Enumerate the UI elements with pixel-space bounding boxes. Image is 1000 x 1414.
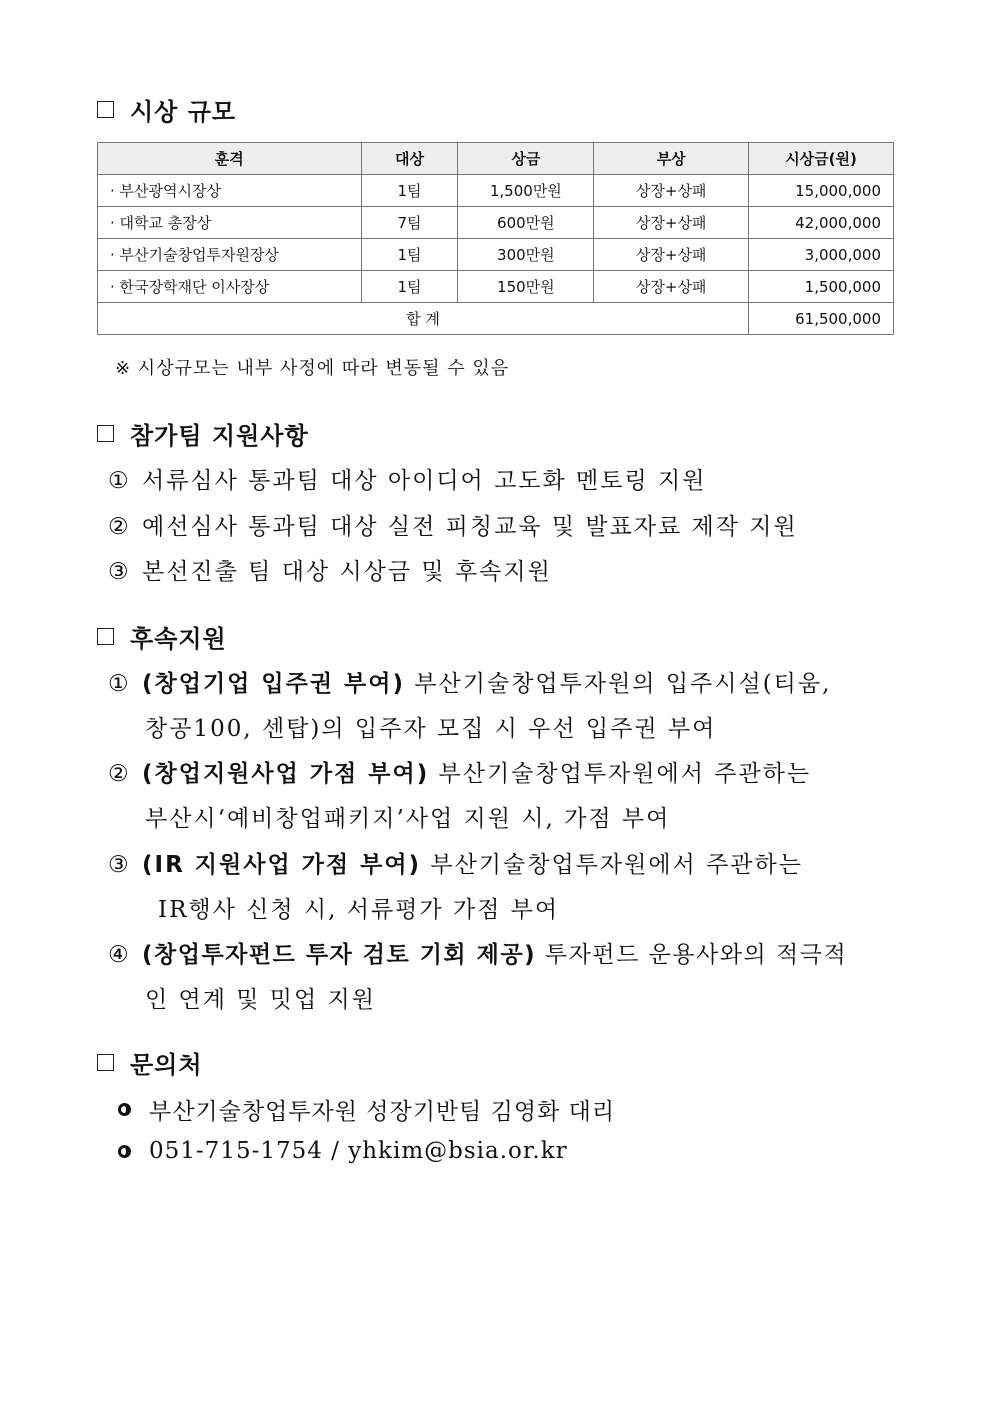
table-total-row (98, 303, 894, 335)
header-amount: 시상금(원) (749, 143, 894, 175)
cell-target: 1팀 (361, 175, 458, 207)
shadowed-circle-bullet-icon (118, 1103, 131, 1116)
contact-info-row (118, 1138, 568, 1164)
followup-item: ② (창업지원사업 가점 부여) 부산기술창업투자원에서 주관하는 (108, 761, 812, 787)
cell-target: 1팀 (361, 271, 458, 303)
contact-phone-email: 051-715-1754 / yhkim@bsia.or.kr (149, 1138, 568, 1164)
table-row (98, 239, 894, 271)
total-amount: 61,500,000 (749, 303, 894, 335)
header-extra: 부상 (594, 143, 749, 175)
cell-amount: 3,000,000 (749, 239, 894, 271)
cell-amount: 1,500,000 (749, 271, 894, 303)
cell-extra: 상장+상패 (594, 271, 749, 303)
followup-item-continued: 인 연계 및 밋업 지원 (145, 987, 376, 1013)
award-table (97, 142, 894, 335)
checkbox-square-icon (97, 101, 114, 118)
section-title-contact: 문의처 (97, 1045, 203, 1080)
cell-name: · 부산기술창업투자원장상 (98, 239, 362, 271)
followup-item-continued: IR행사 신청 시, 서류평가 가점 부여 (158, 897, 560, 923)
checkbox-square-icon (97, 1054, 114, 1071)
cell-prize: 300만원 (458, 239, 594, 271)
table-header-row (98, 143, 894, 175)
cell-amount: 42,000,000 (749, 207, 894, 239)
total-label: 합 계 (98, 303, 749, 335)
cell-extra: 상장+상패 (594, 239, 749, 271)
cell-target: 1팀 (361, 239, 458, 271)
cell-prize: 1,500만원 (458, 175, 594, 207)
header-target: 대상 (361, 143, 458, 175)
section-title-followup: 후속지원 (97, 619, 227, 654)
shadowed-circle-bullet-icon (118, 1145, 131, 1158)
cell-target: 7팀 (361, 207, 458, 239)
support-item: ① 서류심사 통과팀 대상 아이디어 고도화 멘토링 지원 (108, 468, 707, 494)
followup-item-continued: 부산시‘예비창업패키지’사업 지원 시, 가점 부여 (145, 806, 671, 832)
followup-item-continued: 창공100, 센탑)의 입주자 모집 시 우선 입주권 부여 (145, 716, 717, 742)
cell-name: · 대학교 총장상 (98, 207, 362, 239)
support-item: ③ 본선진출 팀 대상 시상금 및 후속지원 (108, 559, 552, 585)
header-prize: 상금 (458, 143, 594, 175)
cell-extra: 상장+상패 (594, 175, 749, 207)
checkbox-square-icon (97, 628, 114, 645)
cell-prize: 600만원 (458, 207, 594, 239)
contact-person: 부산기술창업투자원 성장기반팀 김영화 대리 (149, 1099, 616, 1125)
section-title-support: 참가팀 지원사항 (97, 416, 309, 451)
table-row (98, 207, 894, 239)
checkbox-square-icon (97, 425, 114, 442)
followup-item: ③ (IR 지원사업 가점 부여) 부산기술창업투자원에서 주관하는 (108, 852, 803, 878)
section-title-award: 시상 규모 (97, 92, 236, 127)
cell-name: · 한국장학재단 이사장상 (98, 271, 362, 303)
followup-item: ① (창업기업 입주권 부여) 부산기술창업투자원의 입주시설(티움, (108, 671, 832, 697)
award-note: ※ 시상규모는 내부 사정에 따라 변동될 수 있음 (115, 358, 510, 379)
cell-amount: 15,000,000 (749, 175, 894, 207)
cell-extra: 상장+상패 (594, 207, 749, 239)
contact-person-row (118, 1093, 615, 1126)
cell-prize: 150만원 (458, 271, 594, 303)
followup-item: ④ (창업투자펀드 투자 검토 기회 제공) 투자펀드 운용사와의 적극적 (108, 942, 848, 968)
cell-name: · 부산광역시장상 (98, 175, 362, 207)
table-row (98, 271, 894, 303)
header-rank: 훈격 (98, 143, 362, 175)
support-item: ② 예선심사 통과팀 대상 실전 피칭교육 및 발표자료 제작 지원 (108, 514, 798, 540)
table-row (98, 175, 894, 207)
